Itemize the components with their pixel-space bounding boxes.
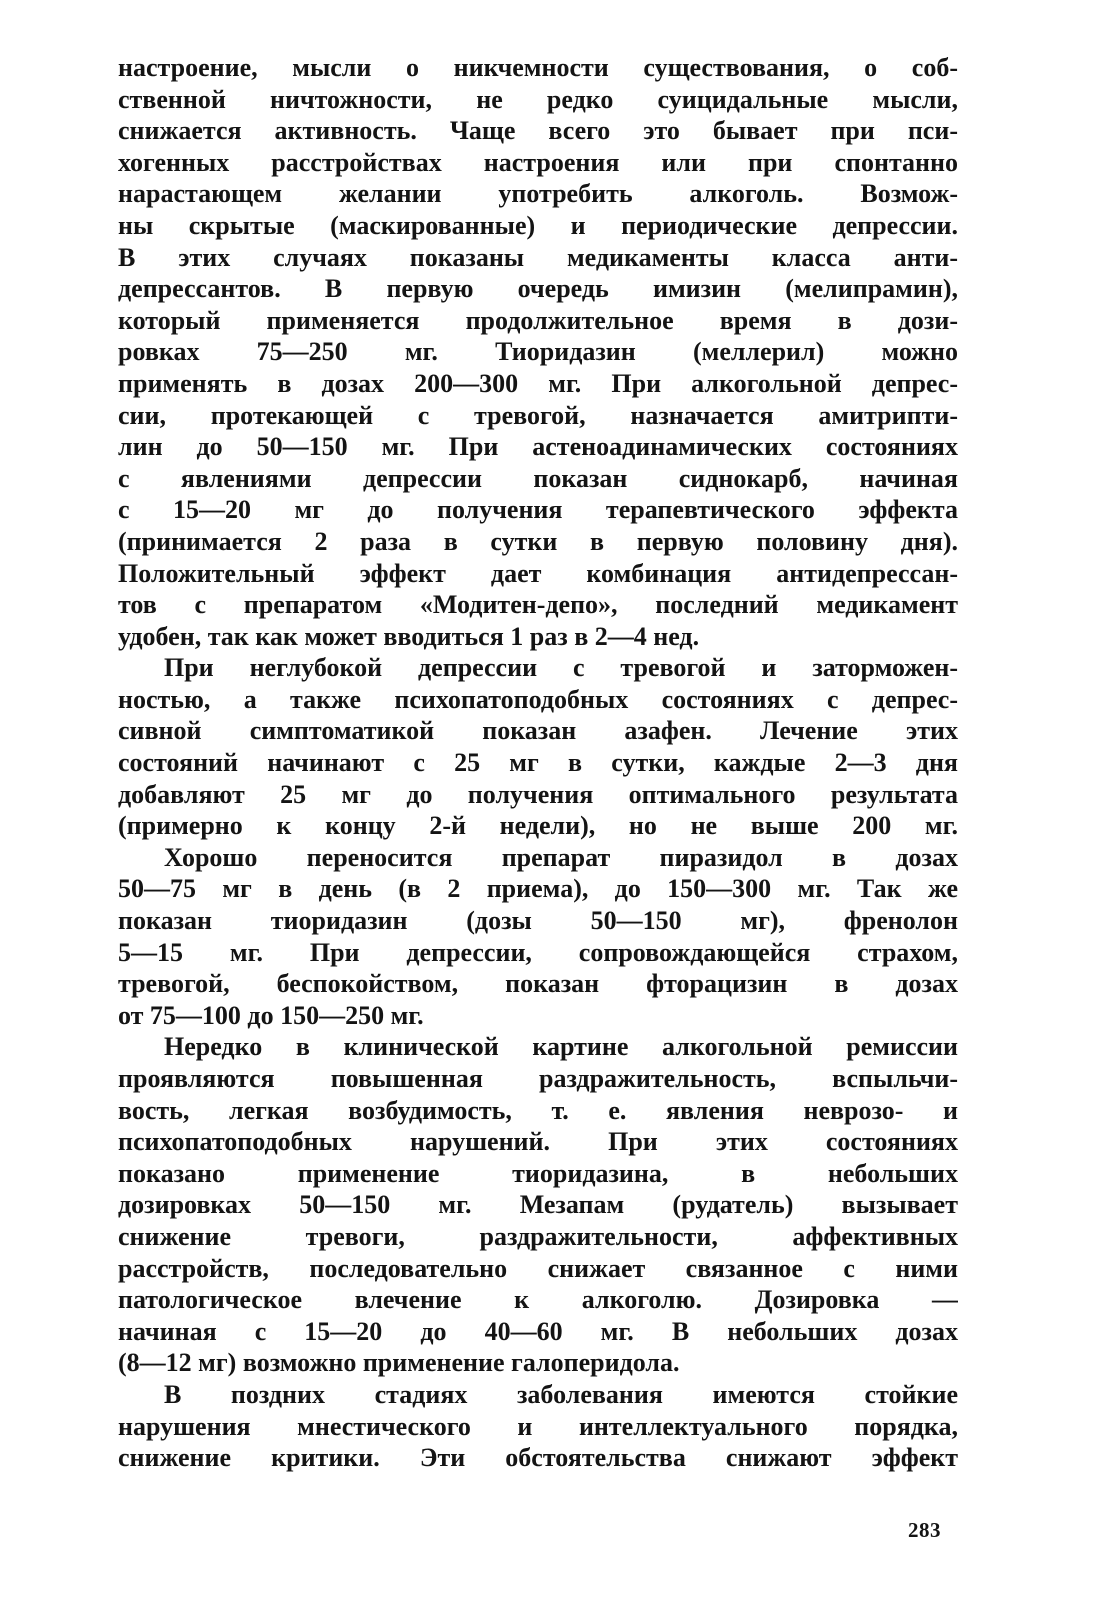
text-line: который применяется продолжительное время в дози-: [118, 305, 958, 335]
text-line: проявляются повышенная раздражительность, вспыльчи-: [118, 1064, 958, 1093]
text-line: тревогой, беспокойством, показан фторацизин в дозах: [118, 969, 958, 999]
paragraph-start-line: Хорошо переносится препарат пиразидол в дозах: [164, 842, 958, 872]
paragraph-start-line: В поздних стадиях заболевания имеются стойкие: [164, 1379, 958, 1409]
text-line: настроение, мысли о никчемности существования, о соб-: [118, 53, 958, 82]
text-line: 5—15 мг. При депрессии, сопровождающейся страхом,: [118, 937, 958, 967]
text-line: показан тиоридазин (дозы 50—150 мг), френолон: [118, 906, 958, 936]
text-line: снижение критики. Эти обстоятельства снижают эффект: [118, 1443, 958, 1473]
text-line: депрессантов. В первую очередь имизин (мелипрамин),: [118, 274, 958, 304]
text-line: лин до 50—150 мг. При астеноадинамических состояниях: [118, 432, 958, 462]
text-line: удобен, так как может вводиться 1 раз в 2—4 нед.: [118, 621, 700, 651]
text-line: нарушения мнестического и интеллектуального порядка,: [118, 1411, 958, 1441]
text-line: (8—12 мг) возможно применение галоперидола.: [118, 1348, 680, 1378]
text-line: вость, легкая возбудимость, т. е. явления неврозо- и: [118, 1095, 958, 1125]
body-text: [118, 52, 958, 1474]
text-line: хогенных расстройствах настроения или при спонтанно: [118, 147, 958, 177]
text-line: показано применение тиоридазина, в небольших: [118, 1158, 958, 1188]
text-line: сии, протекающей с тревогой, назначается амитрипти-: [118, 400, 958, 430]
text-line: В этих случаях показаны медикаменты класса анти-: [118, 242, 958, 272]
text-line: добавляют 25 мг до получения оптимального результата: [118, 779, 958, 809]
paragraph-start-line: При неглубокой депрессии с тревогой и заторможен-: [164, 653, 958, 683]
text-line: состояний начинают с 25 мг в сутки, каждые 2—3 дня: [118, 748, 958, 778]
page-number: 283: [908, 1518, 941, 1542]
text-line: Положительный эффект дает комбинация антидепрессан-: [118, 558, 958, 588]
paragraph-start-line: Нередко в клинической картине алкогольной ремиссии: [164, 1032, 958, 1062]
text-line: ственной ничтожности, не редко суицидальные мысли,: [118, 84, 958, 114]
text-line: ны скрытые (маскированные) и периодические депрессии.: [118, 210, 958, 240]
text-line: ностью, а также психопатоподобных состояниях с депрес-: [118, 684, 958, 714]
text-line: начиная с 15—20 до 40—60 мг. В небольших дозах: [118, 1316, 958, 1346]
text-line: расстройств, последовательно снижает связанное с ними: [118, 1253, 958, 1283]
text-line: патологическое влечение к алкоголю. Дозировка —: [118, 1285, 958, 1315]
text-line: применять в дозах 200—300 мг. При алкогольной депрес-: [118, 368, 958, 398]
text-line: снижается активность. Чаще всего это бывает при пси-: [118, 116, 958, 146]
text-line: психопатоподобных нарушений. При этих состояниях: [118, 1127, 958, 1157]
text-line: с явлениями депрессии показан сиднокарб, начиная: [118, 463, 958, 493]
text-line: нарастающем желании употребить алкоголь. Возмож-: [118, 179, 958, 209]
text-line: снижение тревоги, раздражительности, аффективных: [118, 1221, 958, 1251]
text-line: сивной симптоматикой показан азафен. Лечение этих: [118, 716, 958, 746]
text-line: дозировках 50—150 мг. Мезапам (рудатель) вызывает: [118, 1190, 958, 1220]
text-line: (примерно к концу 2-й недели), но не выше 200 мг.: [118, 811, 958, 841]
text-line: (принимается 2 раза в сутки в первую половину дня).: [118, 526, 958, 556]
text-line: с 15—20 мг до получения терапевтического эффекта: [118, 495, 958, 525]
text-line: ровках 75—250 мг. Тиоридазин (меллерил) можно: [118, 337, 958, 367]
text-line: от 75—100 до 150—250 мг.: [118, 1000, 424, 1030]
text-line: тов с препаратом «Модитен-депо», последний медикамент: [118, 590, 958, 620]
text-line: 50—75 мг в день (в 2 приема), до 150—300 мг. Так же: [118, 874, 958, 904]
